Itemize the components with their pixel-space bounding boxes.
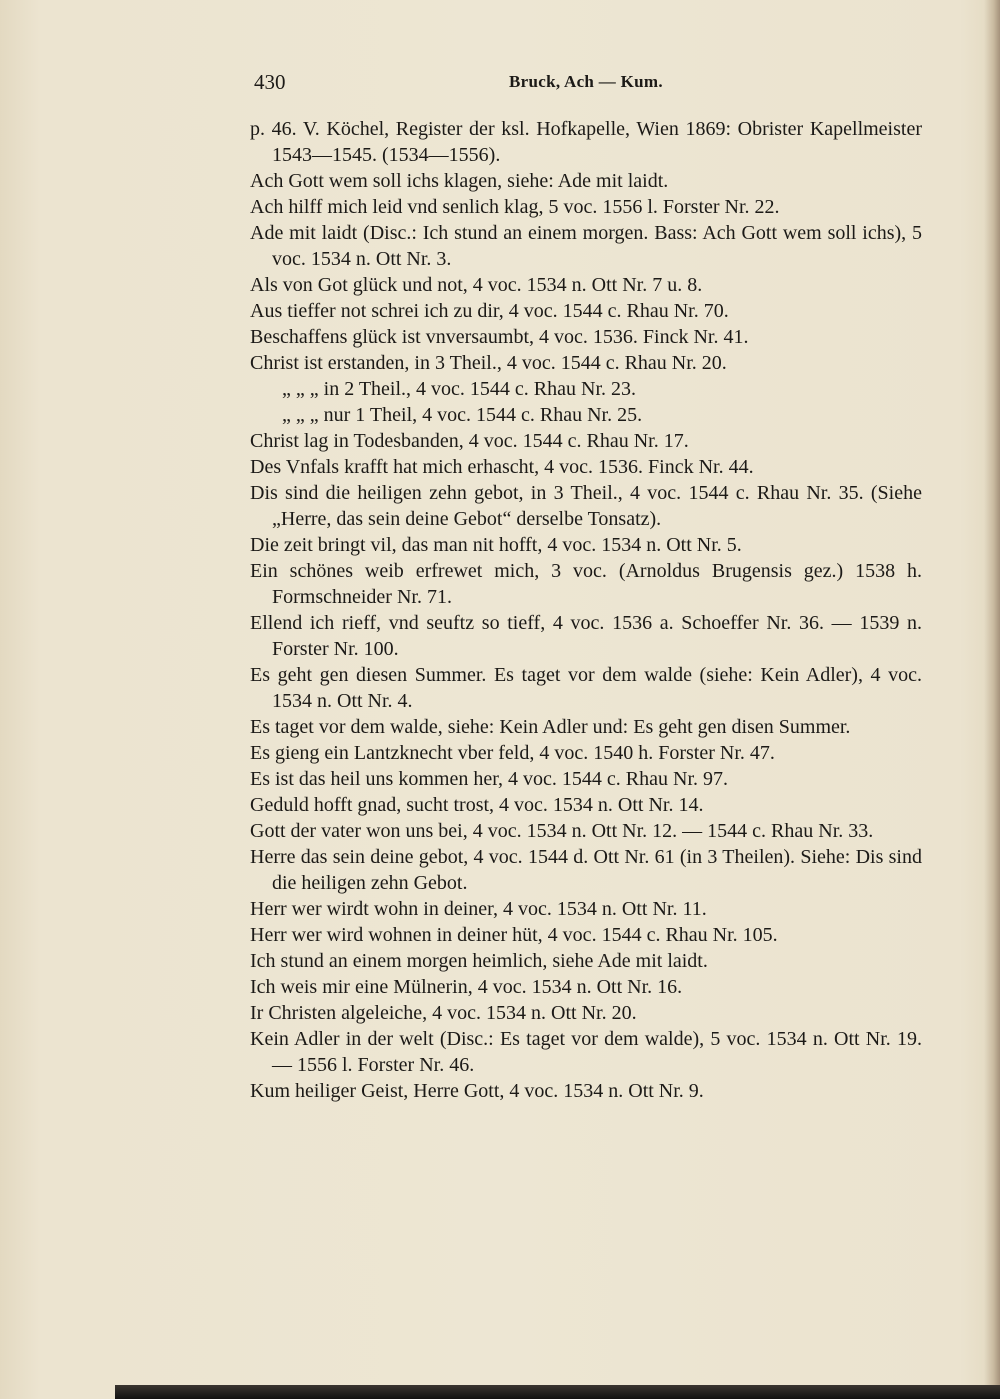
catalog-entry: Es ist das heil uns kommen her, 4 voc. 1544 c. Rhau Nr. 97.	[250, 768, 729, 790]
catalog-entry: Herr wer wirdt wohn in deiner, 4 voc. 1534 n. Ott Nr. 11.	[250, 898, 707, 920]
catalog-entry: Ellend ich rieff, vnd seuftz so tieff, 4 voc. 1536 a. Schoeffer Nr. 36. — 1539 n. Forster Nr. 100.	[250, 612, 922, 660]
catalog-entry: Geduld hofft gnad, sucht trost, 4 voc. 1534 n. Ott Nr. 14.	[250, 794, 704, 816]
catalog-entry: „ „ „ nur 1 Theil, 4 voc. 1544 c. Rhau Nr. 25.	[282, 404, 643, 426]
catalog-entry: p. 46. V. Köchel, Register der ksl. Hofkapelle, Wien 1869: Obrister Kapellmeister 1543—1545. (1534—1556).	[250, 118, 922, 166]
catalog-entry: „ „ „ in 2 Theil., 4 voc. 1544 c. Rhau Nr. 23.	[282, 378, 637, 400]
catalog-entry: Christ lag in Todesbanden, 4 voc. 1544 c. Rhau Nr. 17.	[250, 430, 689, 452]
catalog-entry: Aus tieffer not schrei ich zu dir, 4 voc. 1544 c. Rhau Nr. 70.	[250, 300, 729, 322]
catalog-entry: Beschaffens glück ist vnversaumbt, 4 voc. 1536. Finck Nr. 41.	[250, 326, 749, 348]
catalog-entry: Es geht gen diesen Summer. Es taget vor dem walde (siehe: Kein Adler), 4 voc. 1534 n. Ott Nr. 4.	[250, 664, 922, 712]
catalog-entry: Christ ist erstanden, in 3 Theil., 4 voc. 1544 c. Rhau Nr. 20.	[250, 352, 727, 374]
page-number: 430	[254, 70, 286, 94]
catalog-entry: Dis sind die heiligen zehn gebot, in 3 Theil., 4 voc. 1544 c. Rhau Nr. 35. (Siehe „Herre, das sein deine Gebot“ derselbe Tonsatz).	[250, 482, 922, 530]
catalog-entry: Ach hilff mich leid vnd senlich klag, 5 voc. 1556 l. Forster Nr. 22.	[250, 196, 780, 218]
catalog-entry: Gott der vater won uns bei, 4 voc. 1534 n. Ott Nr. 12. — 1544 c. Rhau Nr. 33.	[250, 820, 874, 842]
catalog-entry: Als von Got glück und not, 4 voc. 1534 n. Ott Nr. 7 u. 8.	[250, 274, 703, 296]
page-header	[254, 70, 924, 100]
catalog-entry: Ade mit laidt (Disc.: Ich stund an einem morgen. Bass: Ach Gott wem soll ichs), 5 voc. 1534 n. Ott Nr. 3.	[250, 222, 922, 270]
catalog-entry: Herr wer wird wohnen in deiner hüt, 4 voc. 1544 c. Rhau Nr. 105.	[250, 924, 778, 946]
catalog-entry: Die zeit bringt vil, das man nit hofft, 4 voc. 1534 n. Ott Nr. 5.	[250, 534, 742, 556]
catalog-entry: Des Vnfals krafft hat mich erhascht, 4 voc. 1536. Finck Nr. 44.	[250, 456, 754, 478]
catalog-entry: Ach Gott wem soll ichs klagen, siehe: Ade mit laidt.	[250, 170, 669, 192]
catalog-entry: Ein schönes weib erfrewet mich, 3 voc. (Arnoldus Brugensis gez.) 1538 h. Formschneider Nr. 71.	[250, 560, 922, 608]
catalog-entry: Kein Adler in der welt (Disc.: Es taget vor dem walde), 5 voc. 1534 n. Ott Nr. 19. — 1556 l. Forster Nr. 46.	[250, 1028, 922, 1076]
catalog-entry: Ich weis mir eine Mülnerin, 4 voc. 1534 n. Ott Nr. 16.	[250, 976, 683, 998]
catalog-entries	[250, 116, 922, 1104]
catalog-entry: Es taget vor dem walde, siehe: Kein Adler und: Es geht gen disen Summer.	[250, 716, 851, 738]
catalog-entry: Es gieng ein Lantzknecht vber feld, 4 voc. 1540 h. Forster Nr. 47.	[250, 742, 775, 764]
scan-bottom-edge	[115, 1385, 1000, 1399]
running-title: Bruck, Ach — Kum.	[509, 72, 663, 91]
page-edge-shadow	[984, 0, 1000, 1399]
catalog-entry: Ich stund an einem morgen heimlich, siehe Ade mit laidt.	[250, 950, 708, 972]
catalog-entry: Ir Christen algeleiche, 4 voc. 1534 n. Ott Nr. 20.	[250, 1002, 637, 1024]
catalog-entry: Herre das sein deine gebot, 4 voc. 1544 d. Ott Nr. 61 (in 3 Theilen). Siehe: Dis sind die heiligen zehn Gebot.	[250, 846, 922, 894]
catalog-entry: Kum heiliger Geist, Herre Gott, 4 voc. 1534 n. Ott Nr. 9.	[250, 1080, 704, 1102]
